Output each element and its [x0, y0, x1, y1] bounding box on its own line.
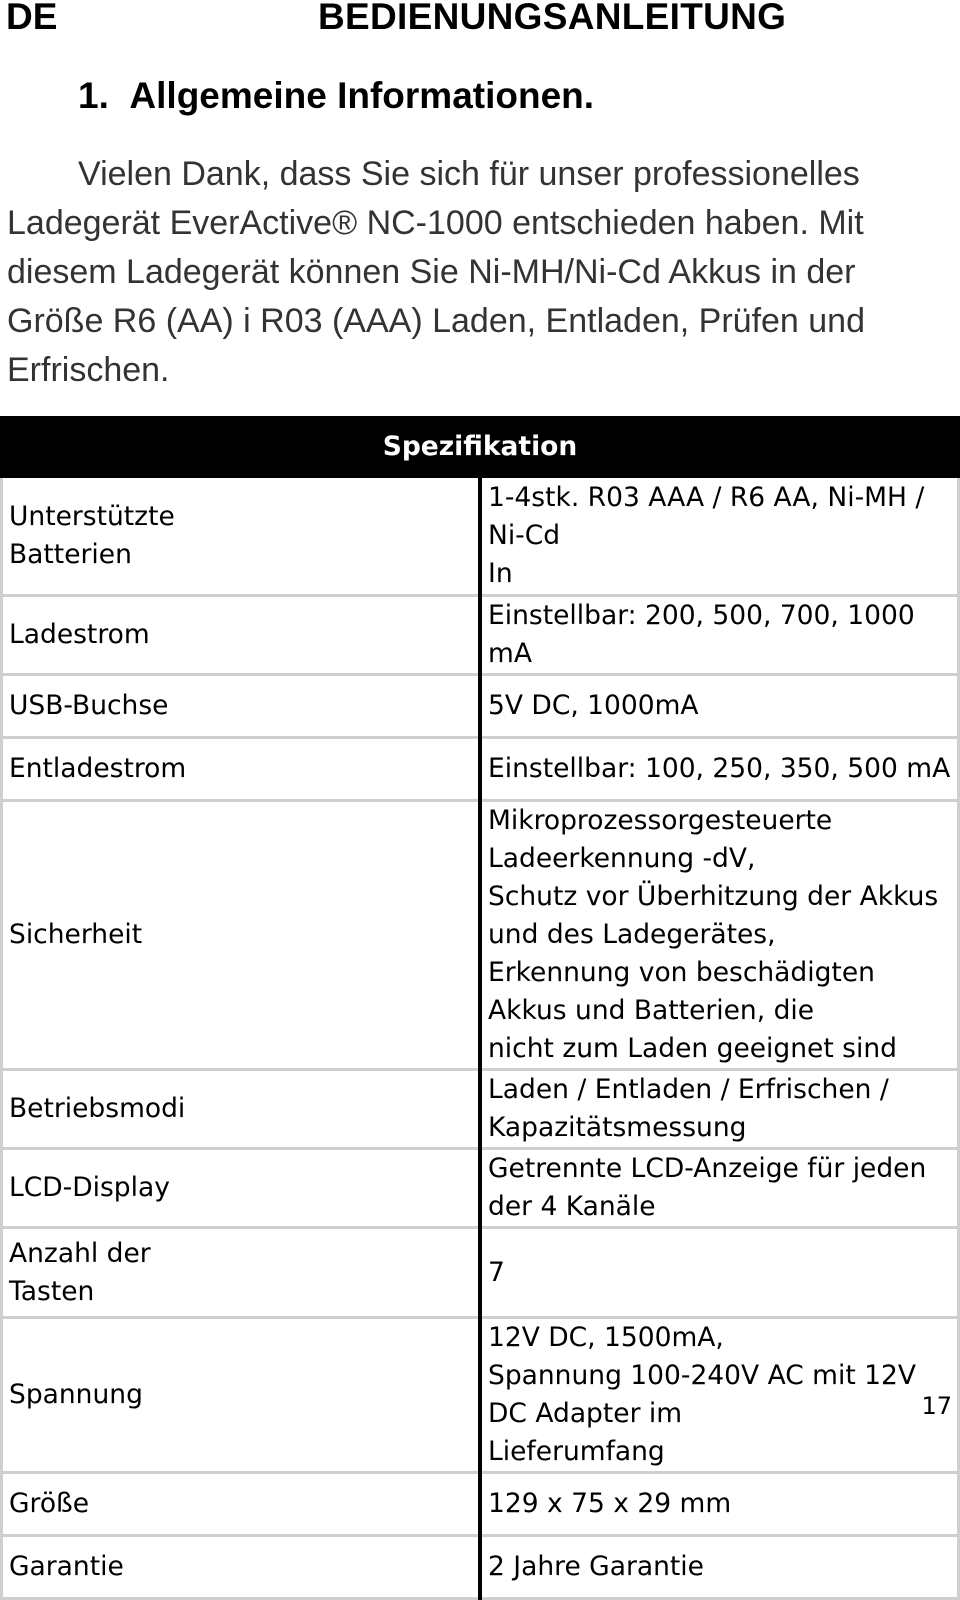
spec-row	[2, 738, 959, 801]
spec-value: Einstellbar: 100, 250, 350, 500 mA	[480, 738, 959, 801]
spec-value: Einstellbar: 200, 500, 700, 1000 mA	[480, 596, 959, 675]
intro-line: Erfrischen.	[7, 351, 170, 389]
spec-label: Ladestrom	[2, 596, 481, 675]
spec-label: USB-Buchse	[2, 675, 481, 738]
spec-label: Sicherheit	[2, 801, 481, 1070]
spec-row	[2, 1070, 959, 1149]
spec-label: Anzahl der Tasten	[2, 1228, 481, 1318]
language-code: DE	[6, 0, 58, 37]
spec-header: Spezifikation	[2, 418, 959, 477]
spec-row	[2, 675, 959, 738]
spec-label: LCD-Display	[2, 1149, 481, 1228]
spec-row	[2, 1536, 959, 1599]
spec-value: Getrennte LCD-Anzeige für jeden der 4 Kanäle	[480, 1149, 959, 1228]
spec-value: 5V DC, 1000mA	[480, 675, 959, 738]
spec-row	[2, 1149, 959, 1228]
spec-value: Laden / Entladen / Erfrischen / Kapazitätsmessung	[480, 1070, 959, 1149]
spec-label: Spannung	[2, 1318, 481, 1473]
intro-line: diesem Ladegerät können Sie Ni-MH/Ni-Cd Akkus in der	[7, 253, 856, 291]
spec-row	[2, 596, 959, 675]
intro-line: Ladegerät EverActive® NC-1000 entschieden haben. Mit	[7, 204, 864, 242]
spec-value: 129 x 75 x 29 mm	[480, 1473, 959, 1536]
page-number: 17	[921, 1392, 952, 1420]
spec-label: Entladestrom	[2, 738, 481, 801]
spec-table	[0, 416, 960, 1600]
spec-row	[2, 477, 959, 596]
spec-label: Unterstützte Batterien	[2, 477, 481, 596]
spec-value: 1-4stk. R03 AAA / R6 AA, Ni-MH / Ni-Cd In	[480, 477, 959, 596]
spec-value: 7	[480, 1228, 959, 1318]
spec-label: Größe	[2, 1473, 481, 1536]
intro-paragraph	[7, 150, 957, 395]
intro-line: Vielen Dank, dass Sie sich für unser professionelles	[78, 155, 860, 193]
spec-row	[2, 1473, 959, 1536]
section-title: 1. Allgemeine Informationen.	[78, 75, 595, 116]
spec-row	[2, 1228, 959, 1318]
document-title: BEDIENUNGSANLEITUNG	[318, 0, 787, 37]
spec-label: Garantie	[2, 1536, 481, 1599]
spec-label: Betriebsmodi	[2, 1070, 481, 1149]
spec-row	[2, 1318, 959, 1473]
spec-value: 2 Jahre Garantie	[480, 1536, 959, 1599]
spec-value: 12V DC, 1500mA, Spannung 100-240V AC mit 12V DC Adapter im Lieferumfang	[480, 1318, 959, 1473]
spec-header-row	[2, 418, 959, 477]
spec-value: Mikroprozessorgesteuerte Ladeerkennung -dV, Schutz vor Überhitzung der Akkus und des Ladegerätes, Erkennung von beschädigten Akkus und Batterien, die nicht zum Laden geeignet sind	[480, 801, 959, 1070]
spec-row	[2, 801, 959, 1070]
intro-line: Größe R6 (AA) i R03 (AAA) Laden, Entladen, Prüfen und	[7, 302, 866, 340]
